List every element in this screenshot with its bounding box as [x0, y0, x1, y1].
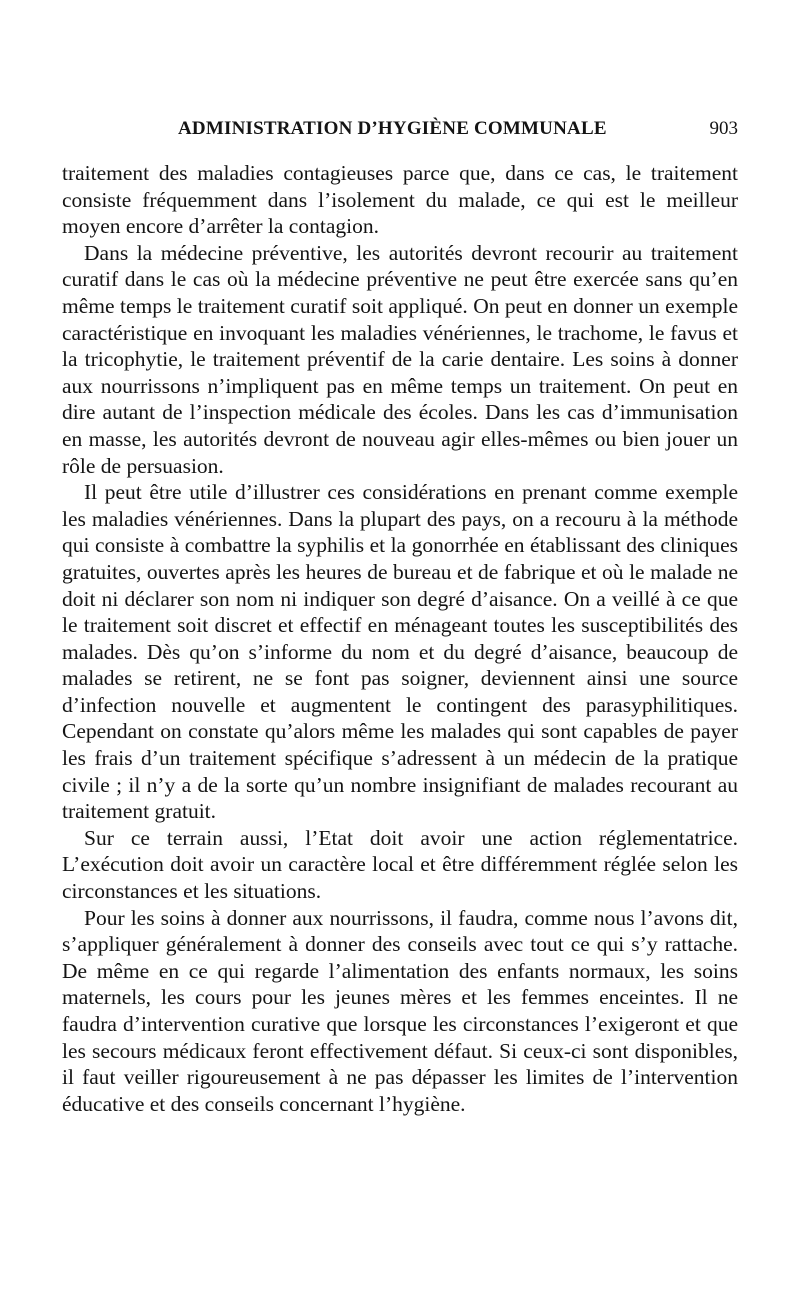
paragraph-4: Sur ce terrain aussi, l’Etat doit avoir une action réglementatrice. L’exécution doit avoir un caractère local et être différemment réglée selon les circonstances et les situations. — [62, 825, 738, 904]
page-number: 903 — [709, 118, 738, 139]
paragraph-2: Dans la médecine préventive, les autorités devront recourir au traitement curatif dans le cas où la médecine préventive ne peut être exercée sans qu’en même temps le traitement curatif soit appliqué. On peut en donner un exemple caractéristique en invoquant les maladies vénériennes, le trachome, le favus et la tricophytie, le traitement préventif de la carie dentaire. Les soins à donner aux nourrissons n’impliquent pas en même temps un traitement. On peut en dire autant de l’inspection médicale des écoles. Dans les cas d’immunisation en masse, les autorités devront de nouveau agir elles-mêmes ou bien jouer un rôle de persuasion. — [62, 240, 738, 478]
running-title: ADMINISTRATION D’HYGIÈNE COMMUNALE — [178, 118, 607, 139]
paragraph-1: traitement des maladies contagieuses parce que, dans ce cas, le traitement consiste fréquemment dans l’isolement du malade, ce qui est le meilleur moyen encore d’arrêter la contagion. — [62, 161, 738, 239]
body-text — [62, 160, 738, 1117]
paragraph-3: Il peut être utile d’illustrer ces considérations en prenant comme exemple les maladies vénériennes. Dans la plupart des pays, on a recouru à la méthode qui consiste à combattre la syphilis et la gonorrhée en établissant des cliniques gratuites, ouvertes après les heures de bureau et de fabrique et où le malade ne doit ni déclarer son nom ni indiquer son degré d’aisance. On a veillé à ce que le traitement soit discret et effectif en ménageant toutes les susceptibilités des malades. Dès qu’on s’informe du nom et du degré d’aisance, beaucoup de malades se retirent, ne se font pas soigner, deviennent ainsi une source d’infection nouvelle et augmentent le contingent des parasyphilitiques. Cependant on constate qu’alors même les malades qui sont capables de payer les frais d’un traitement spécifique s’adressent à un médecin de la pratique civile ; il n’y a de la sorte qu’un nombre insignifiant de malades recourant au traitement gratuit. — [62, 480, 738, 824]
book-page — [62, 118, 738, 1117]
paragraph-5: Pour les soins à donner aux nourrissons, il faudra, comme nous l’avons dit, s’appliquer généralement à donner des conseils avec tout ce qui s’y rattache. De même en ce qui regarde l’alimentation des enfants normaux, les soins maternels, les cours pour les jeunes mères et les femmes enceintes. Il ne faudra d’intervention curative que lorsque les circonstances l’exigeront et que les secours médicaux feront effectivement défaut. Si ceux-ci sont disponibles, il faut veiller rigoureusement à ne pas dépasser les limites de l’intervention éducative et des conseils concernant l’hygiène. — [62, 905, 738, 1116]
running-header — [62, 118, 738, 148]
